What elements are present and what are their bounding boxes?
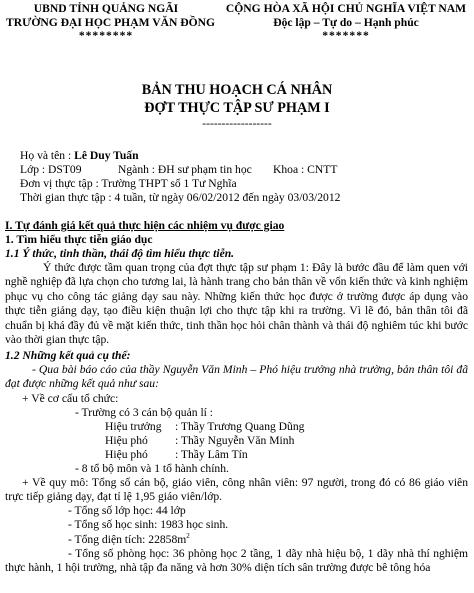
subsection-1-2: 1.2 Những kết quả cụ thể:: [5, 349, 131, 362]
management-line: - Trường có 3 cán bộ quản lí :: [75, 406, 214, 419]
header-left-line2: TRƯỜNG ĐẠI HỌC PHẠM VĂN ĐỒNG: [6, 16, 216, 29]
header-right-line2: Độc lập – Tự do – Hạnh phúc: [273, 16, 419, 29]
staff-row: [105, 448, 248, 462]
scale-paragraph: + Về quy mô: Tổng số cán bộ, giáo viên, công nhân viên: 97 người, trong đó có 86 giáo viên trực tiếp giảng dạy, đạt tỉ lệ 1,95 giáo viên/lớp.: [5, 476, 468, 504]
unit-field: Đơn vị thực tập : Trường THPT số 1 Tư Nghĩa: [20, 177, 237, 190]
staff-name: Thầy Lâm Tín: [180, 448, 248, 461]
major-field: Ngành : ĐH sư phạm tin học: [118, 163, 252, 176]
paragraph-awareness: Ý thức được tầm quan trọng của đợt thực tập sư phạm 1: Đây là bước đầu để làm quen với nghề nghiệp đã lựa chọn cho tương lai, là hành trang cho bản thân về vốn kiến thức và kinh nghiệm phục vụ cho công tác giảng dạy sau này. Những kiến thức học được ở trường được áp dụng vào thực tiễn giảng dạy, tạo điều kiện thuận lợi cho thực tập khi ra trường. Vì lẽ đó, bản thân tôi đã chuẩn bị khá đầy đủ về mặt kiến thức, tinh thần học hỏi chân thành và thái độ nghiêm túc khi bước vào thời gian thực tập.: [5, 261, 468, 347]
name-value: Lê Duy Tuấn: [74, 149, 139, 162]
students-line: - Tổng số học sinh: 1983 học sinh.: [68, 518, 229, 531]
staff-row: [105, 420, 304, 434]
header-left-line1: UBND TỈNH QUẢNG NGÃI: [33, 2, 179, 15]
staff-sep: :: [175, 434, 181, 447]
intro-paragraph: - Qua bài báo cáo của thầy Nguyễn Văn Minh – Phó hiệu trưởng nhà trường, bản thân tôi đã đạt được những kết quả như sau:: [5, 363, 468, 391]
doc-title-line1: BẢN THU HOẠCH CÁ NHÂN: [141, 82, 333, 98]
area-text: - Tổng diện tích: 22858m: [68, 533, 187, 546]
rooms-paragraph: - Tổng số phòng học: 36 phòng học 2 tầng, 1 dãy nhà hiệu bộ, 1 dãy nhà thí nghiệm thực hành, 1 hội trường, nhà tập đa năng và hơn 30% diện tích sân trường được bê tông hóa: [5, 547, 468, 575]
staff-row: [105, 434, 294, 448]
staff-role: Hiệu phó: [105, 448, 148, 461]
subsection-1-1: 1.1 Ý thức, tinh thần, thái độ tìm hiểu thực tiễn.: [5, 247, 235, 260]
section-heading: I. Tự đánh giá kết quả thực hiện các nhiệm vụ được giao: [5, 219, 285, 232]
header-right-line1: CỘNG HÒA XÃ HỘI CHỦ NGHĨA VIỆT NAM: [225, 2, 467, 15]
groups-line: - 8 tổ bộ môn và 1 tổ hành chính.: [75, 462, 229, 475]
title-divider: ------------------: [202, 117, 272, 130]
staff-role: Hiệu phó: [105, 434, 148, 447]
header-left-stars: ********: [78, 29, 134, 42]
area-unit-sup: 2: [186, 532, 190, 541]
header-right-stars: *******: [322, 29, 370, 42]
doc-title-line2: ĐỢT THỰC TẬP SƯ PHẠM I: [144, 100, 330, 116]
faculty-field: Khoa : CNTT: [273, 163, 338, 176]
staff-sep: :: [175, 420, 181, 433]
class-field: Lớp : DST09: [20, 163, 82, 176]
student-name: [20, 149, 139, 163]
staff-sep: :: [175, 448, 181, 461]
area-line: [68, 533, 190, 547]
org-heading: + Về cơ cấu tổ chức:: [22, 392, 119, 405]
staff-role: Hiệu trưởng: [105, 420, 162, 433]
classes-line: - Tổng số lớp học: 44 lớp: [68, 504, 186, 517]
subsection-heading: 1. Tìm hiểu thực tiễn giáo dục: [5, 233, 153, 246]
staff-name: Thầy Nguyễn Văn Minh: [180, 434, 295, 447]
name-label: Họ và tên :: [20, 149, 75, 162]
staff-name: Thầy Trương Quang Dũng: [180, 420, 305, 433]
time-field: Thời gian thực tập : 4 tuần, từ ngày 06/02/2012 đến ngày 03/03/2012: [20, 191, 341, 204]
